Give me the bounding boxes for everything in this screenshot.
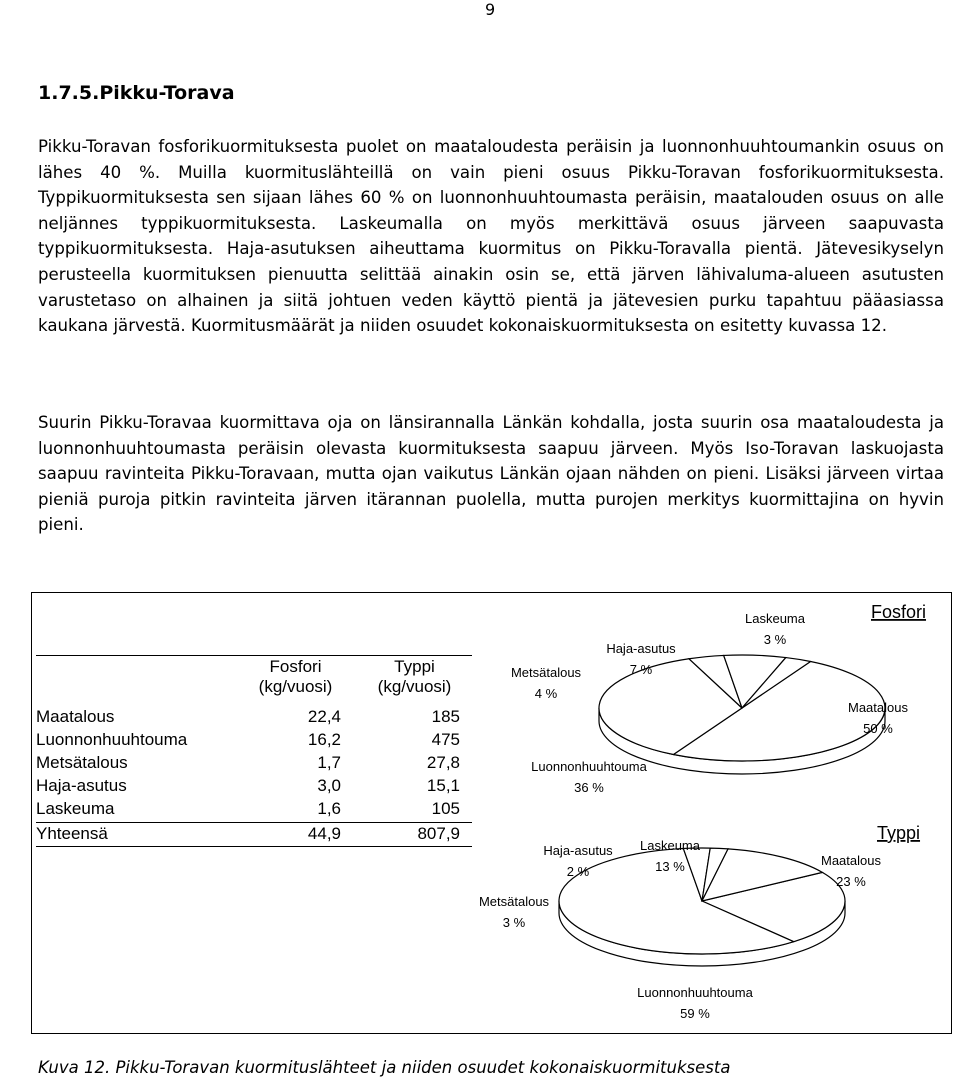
row-source: Luonnonhuuhtouma — [36, 730, 188, 749]
pie-label-category: Luonnonhuuhtouma — [531, 759, 647, 774]
row-fosfori: 1,6 — [317, 799, 341, 818]
pie-label-category: Metsätalous — [478, 894, 550, 909]
paragraph-1: Pikku-Toravan fosforikuormituksesta puolet on maataloudesta peräisin ja luonnonhuuhtoumankin osuus on lähes 40 %. Muilla kuormituslähteillä on vain pieni osuus Pikku-Toravan fosforikuormituksesta. Typpikuormituksesta sen sijaan lähes 60 % on luonnonhuuhtoumasta peräisin, maatalouden osuus on alle neljännes typpikuormituksesta. Laskeumalla on myös merkittävä osuus järveen saapuvasta typpikuormituksesta. Haja-asutuksen aiheuttama kuormitus on Pikku-Toravalla pientä. Jätevesikyselyn perusteella kuormituksen pienuutta selittää ainakin osin se, että järven lähivaluma-alueen asutusten varustetaso on alhainen ja siitä johtuen veden käyttö pientä ja jätevesien purku tapahtuu pääasiassa kaukana järvestä. Kuormitusmäärät ja niiden osuudet kokonaiskuormituksesta on esitetty kuvassa 12. — [38, 137, 944, 336]
pie-charts — [32, 593, 950, 1033]
pie-label-percent: 59 % — [680, 1006, 710, 1021]
figure-box — [31, 592, 952, 1034]
total-typpi: 807,9 — [417, 824, 460, 843]
pie-label-percent: 4 % — [534, 686, 558, 701]
pie-title: Fosfori — [871, 602, 927, 622]
pie-label-category: Maatalous — [848, 700, 908, 715]
table-header-typpi-name: Typpi — [394, 657, 435, 676]
page-number: 9 — [485, 0, 496, 19]
row-source: Laskeuma — [36, 799, 115, 818]
pie-title: Typpi — [877, 823, 921, 843]
pie-label-category: Laskeuma — [745, 611, 805, 626]
row-fosfori: 3,0 — [317, 776, 341, 795]
pie-label-percent: 50 % — [863, 721, 893, 736]
pie-label-category: Haja-asutus — [543, 843, 613, 858]
pie-label-percent: 36 % — [574, 780, 604, 795]
row-source: Haja-asutus — [36, 776, 127, 795]
row-typpi: 27,8 — [426, 753, 460, 772]
table-header-fosfori-unit: (kg/vuosi) — [258, 677, 333, 696]
total-label: Yhteensä — [36, 824, 108, 843]
table-header-fosfori-name: Fosfori — [269, 657, 322, 676]
row-typpi: 105 — [431, 799, 460, 818]
paragraph-2: Suurin Pikku-Toravaa kuormittava oja on länsirannalla Länkän kohdalla, josta suurin osa maataloudesta ja luonnonhuuhtoumasta peräisin olevasta kuormituksesta saapuu järveen. Myös Iso-Toravan laskuojasta saapuu ravinteita Pikku-Toravaan, mutta ojan vaikutus Länkän ojaan nähden on pieni. Lisäksi järveen virtaa pieniä puroja pitkin ravinteita järven itärannan puolella, mutta purojen merkitys kuormittajina on hyvin pieni. — [38, 413, 944, 535]
pie-label-category: Laskeuma — [640, 838, 700, 853]
pie-label-percent: 3 % — [502, 915, 526, 930]
pie-label-category: Metsätalous — [510, 665, 582, 680]
figure-caption: Kuva 12. Pikku-Toravan kuormituslähteet ja niiden osuudet kokonaiskuormituksesta — [38, 1058, 731, 1077]
pie-label-category: Maatalous — [821, 853, 881, 868]
row-fosfori: 1,7 — [317, 753, 341, 772]
pie-label-percent: 13 % — [655, 859, 685, 874]
row-source: Metsätalous — [36, 753, 128, 772]
pie-label-percent: 2 % — [566, 864, 590, 879]
pie-label-percent: 3 % — [763, 632, 787, 647]
table-header-typpi-unit: (kg/vuosi) — [377, 677, 452, 696]
pie-label-percent: 23 % — [836, 874, 866, 889]
row-source: Maatalous — [36, 707, 115, 726]
row-fosfori: 22,4 — [307, 707, 341, 726]
section-heading: 1.7.5.Pikku-Torava — [38, 82, 235, 104]
pie-label-category: Haja-asutus — [606, 641, 676, 656]
row-typpi: 185 — [431, 707, 460, 726]
total-fosfori: 44,9 — [307, 824, 341, 843]
pie-label-percent: 7 % — [629, 662, 653, 677]
pie-label-category: Luonnonhuuhtouma — [637, 985, 753, 1000]
row-typpi: 475 — [431, 730, 460, 749]
row-typpi: 15,1 — [426, 776, 460, 795]
row-fosfori: 16,2 — [307, 730, 341, 749]
